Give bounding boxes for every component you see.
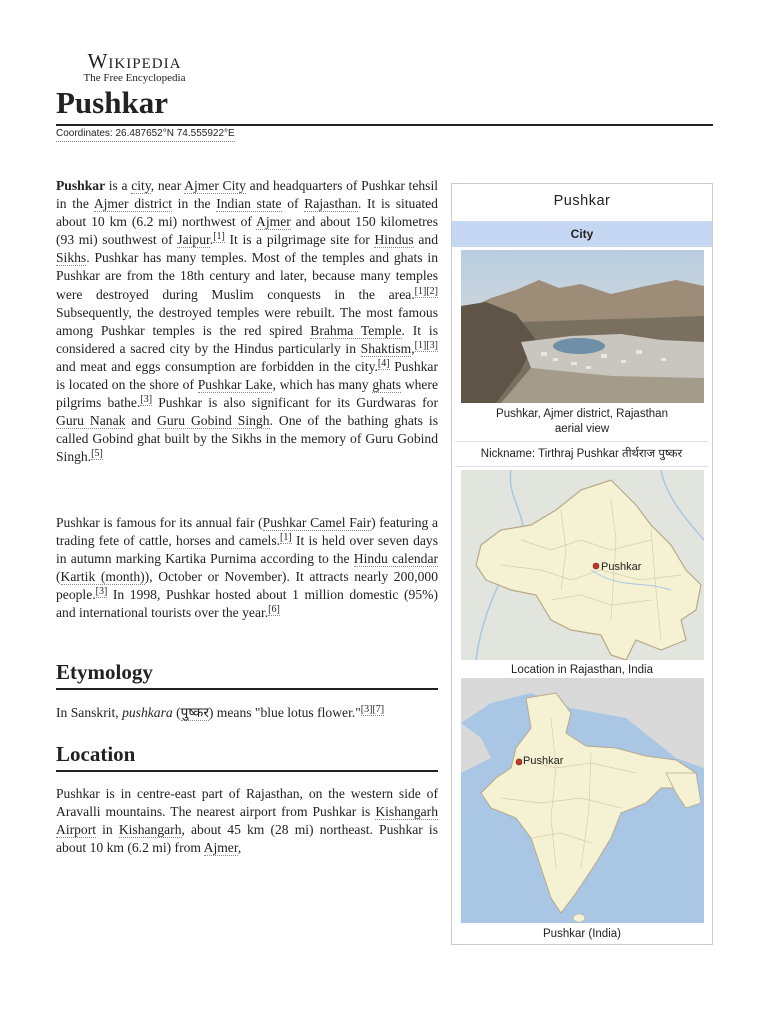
location-divider <box>56 770 438 772</box>
etymology-heading: Etymology <box>56 660 153 684</box>
citation[interactable]: [1][2] <box>414 285 438 297</box>
text: ( <box>172 705 181 720</box>
text: ( <box>56 569 61 585</box>
india-map-caption: Pushkar (India) <box>543 928 621 940</box>
text: , <box>237 840 242 856</box>
link-guru-nanak[interactable]: Guru Nanak <box>56 413 126 429</box>
location-paragraph <box>56 785 438 857</box>
text: where pilgrims bathe. <box>56 377 438 411</box>
text: of <box>281 196 305 212</box>
link-ajmer[interactable]: Ajmer <box>203 840 238 856</box>
etymology-paragraph <box>56 704 438 722</box>
infobox-title: Pushkar <box>553 193 611 209</box>
text: ) featuring a trading fete of cattle, horses and camels. <box>56 515 438 549</box>
text: In Sanskrit, <box>56 705 123 720</box>
text: and <box>125 413 158 429</box>
india-map-label: Pushkar <box>523 755 564 767</box>
link-ajmer-district[interactable]: Ajmer district <box>93 196 172 212</box>
rajasthan-map-image <box>461 470 704 660</box>
link-indian-state[interactable]: Indian state <box>216 196 282 212</box>
title-divider <box>56 124 713 126</box>
logo-wordmark: Wikipedia <box>87 49 182 73</box>
etymology-divider <box>56 688 438 690</box>
rajasthan-map-caption: Location in Rajasthan, India <box>511 664 653 676</box>
sanskrit-term: pushkara <box>122 705 173 720</box>
text: . It is considered a sacred city by the Hindus particularly in <box>56 322 438 356</box>
text: It is a pilgrimage site for <box>224 232 375 248</box>
link-city[interactable]: city <box>131 178 151 193</box>
link-brahma-temple[interactable]: Brahma Temple <box>310 322 402 338</box>
coordinates-link[interactable]: Coordinates: 26.487652°N 74.555922°E <box>56 128 235 142</box>
citation[interactable]: [6] <box>268 604 280 616</box>
text: , about 45 km (28 mi) northeast. Pushkar is about 10 km (6.2 mi) from <box>56 822 438 856</box>
india-map-image <box>461 678 704 923</box>
text: . It is situated about 10 km (6.2 mi) northwest of <box>56 196 438 230</box>
link-hindu-calendar[interactable]: Hindu calendar <box>353 551 439 567</box>
wikipedia-logo[interactable] <box>78 50 191 84</box>
text: Pushkar is located on the shore of <box>56 358 438 393</box>
link-pushkar-lake[interactable]: Pushkar Lake <box>197 377 273 393</box>
link-pushkar-camel-fair[interactable]: Pushkar Camel Fair <box>262 515 372 530</box>
link-hindus[interactable]: Hindus <box>374 232 414 248</box>
text: . Pushkar has many temples. Most of the temples and ghats in Pushkar are from the 18th century and later, because many temples were destroyed during Muslim conquests in the area. <box>56 250 438 302</box>
link-jaipur[interactable]: Jaipur <box>177 232 210 248</box>
citation[interactable]: [4] <box>377 357 390 369</box>
infobox-type: City <box>452 221 712 247</box>
lead-term: Pushkar <box>56 178 106 193</box>
link-sikhs[interactable]: Sikhs <box>56 250 87 266</box>
text: and headquarters of Pushkar tehsil in the <box>56 178 439 212</box>
text: and meat and eggs consumption are forbidden in the city. <box>56 358 378 374</box>
rajasthan-map-label: Pushkar <box>601 561 642 573</box>
text: ), October or November). It attracts nearly 200,000 people. <box>56 569 438 603</box>
text: , which has many <box>272 377 373 393</box>
location-heading: Location <box>56 742 136 766</box>
citation[interactable]: [3][7] <box>360 704 385 715</box>
fair-paragraph <box>56 514 438 623</box>
text: Pushkar is famous for its annual fair ( <box>56 515 263 530</box>
rajasthan-map[interactable] <box>461 470 704 660</box>
citation[interactable]: [1] <box>213 231 225 243</box>
text: Pushkar is in centre-east part of Rajasthan, on the western side of Aravalli mountains. The nearest airport from Pushkar is <box>56 786 438 820</box>
infobox-nickname: Nickname: Tirthraj Pushkar तीर्थराज पुष्कर <box>455 441 708 467</box>
text: ) means "blue lotus flower." <box>208 705 361 720</box>
photo-caption-line1: Pushkar, Ajmer district, Rajasthan <box>496 408 668 420</box>
citation[interactable]: [1][3] <box>414 339 438 351</box>
text: . One of the bathing ghats is called Gobind ghat built by the Sikhs in the memory of Guru Gobind Singh. <box>56 413 438 465</box>
link-kishangarh[interactable]: Kishangarh <box>118 822 182 838</box>
text: , <box>411 340 415 356</box>
link-ghats[interactable]: ghats <box>372 377 402 393</box>
link-devanagari-pushkar[interactable]: पुष्कर <box>180 705 209 720</box>
link-kishangarh-airport[interactable]: Kishangarh Airport <box>56 804 438 838</box>
text: in <box>96 822 119 838</box>
link-shaktism[interactable]: Shaktism <box>360 340 412 356</box>
intro-paragraph: Pushkar is a city, near Ajmer City and headquarters of Pushkar tehsil in the Ajmer district in the Indian state of Rajasthan. It is situated about 10 km (6.2 mi) northwest of Ajmer and about 150 kilometres (93 mi) southwest of Jaipur.[1] It is a pilgrimage site for Hindus and Sikhs. Pushkar has many temples. Most of the temples and ghats in Pushkar are from the 18th century and later, because many temples were destroyed during Muslim conquests in the area.[1][2] Subsequently, the destroyed temples were rebuilt. The most famous among Pushkar temples is the red spired Brahma Temple. It is considered a sacred city by the Hindus particularly in Shaktism,[1][3] and meat and eggs consumption are forbidden in the city.[4] Pushkar is located on the shore of Pushkar Lake, which has many ghats where pilgrims bathe.[3] Pushkar is also significant for its Gurdwaras for Guru Nanak and Guru Gobind Singh. One of the bathing ghats is called Gobind ghat built by the Sikhs in the memory of Guru Gobind Singh.[5] <box>56 178 439 465</box>
link-kartik-month[interactable]: Kartik (month) <box>60 569 145 585</box>
india-map[interactable] <box>461 678 704 923</box>
link-ajmer[interactable]: Ajmer <box>256 214 291 230</box>
citation[interactable]: [3] <box>95 586 108 598</box>
text: and about 150 kilometres (93 mi) southwest of <box>56 214 438 248</box>
text: Pushkar is also significant for its Gurdwaras for <box>152 395 438 411</box>
text: Subsequently, the destroyed temples were rebuilt. The most famous among Pushkar temples is the red spired <box>56 304 438 338</box>
photo-caption-line2: aerial view <box>554 423 610 435</box>
link-guru-gobind-singh[interactable]: Guru Gobind Singh <box>157 413 270 429</box>
citation[interactable]: [5] <box>91 448 103 460</box>
text: is a <box>105 178 132 193</box>
citation[interactable]: [1] <box>280 532 292 544</box>
aerial-photo-image <box>461 250 704 403</box>
citation[interactable]: [3] <box>140 394 153 406</box>
infobox <box>451 183 713 945</box>
aerial-photo[interactable] <box>461 250 704 403</box>
link-rajasthan[interactable]: Rajasthan <box>304 196 358 212</box>
page-title: Pushkar <box>56 85 168 120</box>
text: It is held over seven days in autumn marking Kartika Purnima according to the <box>56 533 438 567</box>
text: In 1998, Pushkar hosted about 1 million domestic (95%) and international tourists over the year. <box>56 587 438 621</box>
text: and <box>413 232 438 248</box>
link-ajmer-city[interactable]: Ajmer City <box>184 178 246 193</box>
text: in the <box>171 196 217 212</box>
text: , near <box>150 178 185 193</box>
logo-tagline: The Free Encyclopedia <box>83 72 186 84</box>
